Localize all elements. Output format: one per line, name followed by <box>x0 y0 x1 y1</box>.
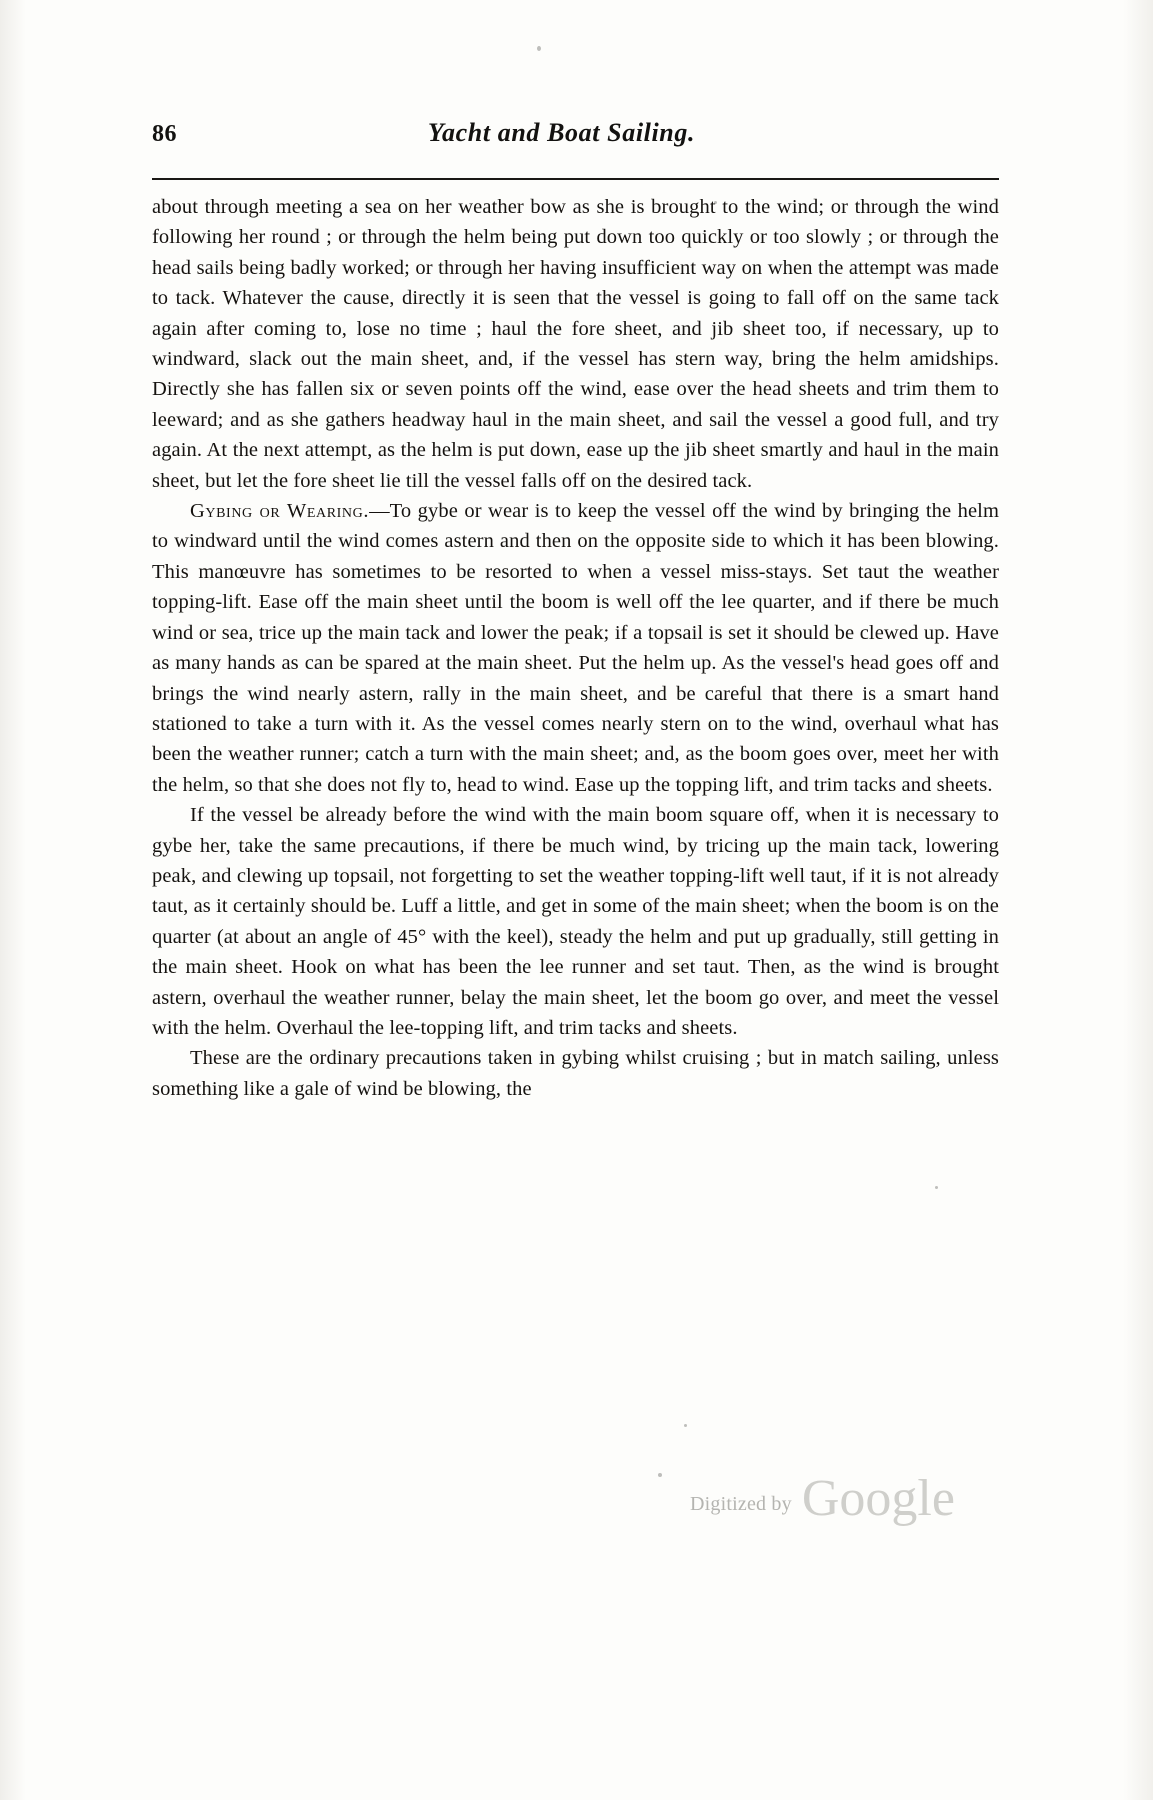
paragraph-gybing-or-wearing <box>152 496 999 800</box>
scan-speck <box>935 1186 938 1189</box>
scan-speck <box>537 46 541 51</box>
page-header <box>152 118 1002 148</box>
paragraph: about through meeting a sea on her weather bow as she is brought to the wind; or through the wind following her round ; or through the helm being put down too quickly or too slowly ; or through the head sails being badly worked; or through her having insufficient way on when the attempt was made to tack. Whatever the cause, directly it is seen that the vessel is going to fall off on the same tack again after coming to, lose no time ; haul the fore sheet, and jib sheet too, if necessary, up to windward, slack out the main sheet, and, if the vessel has stern way, bring the helm amidships. Directly she has fallen six or seven points off the wind, ease over the head sheets and trim them to leeward; and as she gathers headway haul in the main sheet, and sail the vessel a good full, and try again. At the next attempt, as the helm is put down, ease up the jib sheet smartly and haul in the main sheet, but let the fore sheet lie till the vessel falls off on the desired tack. <box>152 196 999 492</box>
section-heading-dash: — <box>369 500 390 523</box>
scan-speck <box>658 1473 662 1477</box>
digitized-by-google-watermark <box>690 1455 1110 1525</box>
paragraph: If the vessel be already before the wind with the main boom square off, when it is necessary to gybe her, take the same precautions, if there be much wind, by tricing up the main tack, lowering peak, and clewing up topsail, not forgetting to set the weather topping-lift well taut, if it is not already taut, as it certainly should be. Luff a little, and get in some of the main sheet; when the boom is on the quarter (at about an angle of 45° with the keel), steady the helm and put up gradually, still getting in the main sheet. Hook on what has been the lee runner and set taut. Then, as the wind is brought astern, overhaul the weather runner, belay the main sheet, let the boom go over, and meet the vessel with the helm. Overhaul the lee-topping lift, and trim tacks and sheets. <box>152 804 999 1039</box>
header-rule <box>152 178 999 180</box>
paragraph: These are the ordinary precautions taken in gybing whilst cruising ; but in match sailing, unless something like a gale of wind be blowing, the <box>152 1047 999 1100</box>
page-number: 86 <box>152 121 177 147</box>
google-logo-text: Google <box>801 1470 955 1527</box>
section-body-text: To gybe or wear is to keep the vessel off the wind by bringing the helm to windward until the wind comes astern and then on the opposite side to which it has been blowing. This manœuvre has sometimes to be resorted to when a vessel miss-stays. Set taut the weather topping-lift. Ease off the main sheet until the boom is well off the lee quarter, and if there be much wind or sea, trice up the main tack and lower the peak; if a topsail is set it should be clewed up. Have as many hands as can be spared at the main sheet. Put the helm up. As the vessel's head goes off and brings the wind nearly astern, rally in the main sheet, and be careful that there is a smart hand stationed to take a turn with it. As the vessel comes nearly stern on to the wind, overhaul what has been the weather runner; catch a turn with the main sheet; and, as the boom goes over, meet her with the helm, so that she does not fly to, head to wind. Ease up the topping lift, and trim tacks and sheets. <box>152 500 1000 796</box>
running-title: Yacht and Boat Sailing. <box>427 118 696 147</box>
section-heading: Gybing or Wearing. <box>190 500 370 523</box>
scan-speck <box>684 1424 687 1427</box>
body-text-column <box>152 192 999 1104</box>
page-edge-shadow-right <box>1123 0 1153 1800</box>
digitized-by-label: Digitized by <box>690 1493 792 1515</box>
page-edge-shadow-left <box>0 0 26 1800</box>
